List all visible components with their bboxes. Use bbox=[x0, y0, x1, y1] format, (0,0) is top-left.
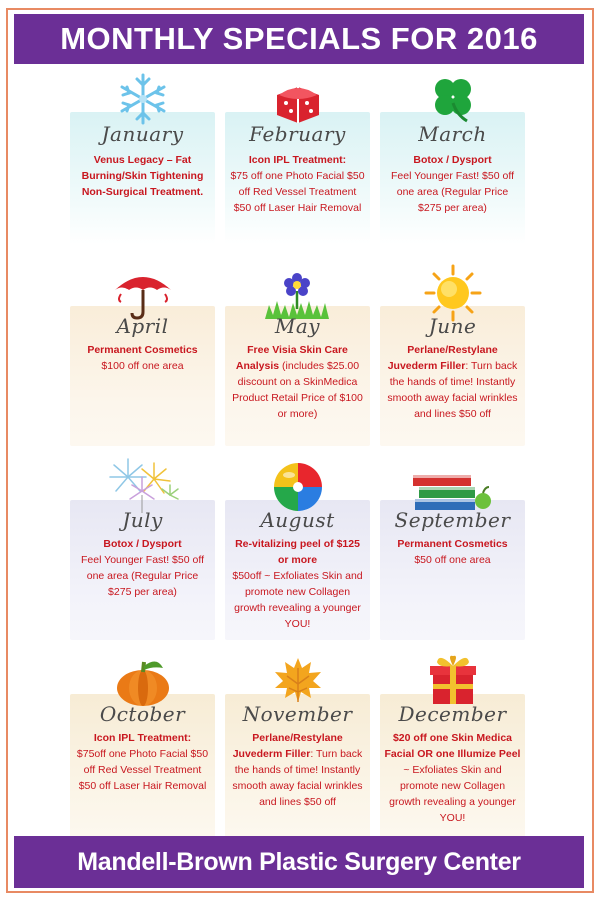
month-card-june bbox=[380, 258, 525, 446]
gift-box-icon bbox=[425, 650, 481, 708]
special-text bbox=[74, 342, 211, 374]
special-text bbox=[74, 536, 211, 600]
special-body: Feel Younger Fast! $50 off one area (Regular Price $275 per area) bbox=[81, 554, 204, 598]
pumpkin-icon bbox=[113, 654, 173, 708]
special-text bbox=[229, 536, 366, 632]
special-heading: Botox / Dysport bbox=[103, 538, 182, 550]
special-heading: Free Visia Skin Care Analysis bbox=[235, 344, 348, 372]
month-title: August bbox=[260, 508, 335, 532]
snowflake-icon bbox=[115, 71, 171, 127]
month-title: November bbox=[242, 702, 353, 726]
special-text bbox=[74, 152, 211, 200]
month-title: February bbox=[249, 122, 346, 146]
month-title: March bbox=[418, 122, 487, 146]
specials-grid bbox=[70, 68, 524, 830]
special-text bbox=[229, 152, 366, 216]
autumn-leaf-icon bbox=[271, 654, 325, 708]
special-body: $75off one Photo Facial $50 off Red Vessel Treatment $50 off Laser Hair Removal bbox=[76, 748, 209, 792]
special-body: $100 off one area bbox=[101, 360, 184, 372]
special-text bbox=[229, 342, 366, 422]
special-text bbox=[384, 152, 521, 216]
month-title: April bbox=[116, 314, 169, 338]
beach-ball-icon bbox=[270, 459, 326, 515]
special-heading: Permanent Cosmetics bbox=[87, 344, 198, 356]
special-heading: Icon IPL Treatment: bbox=[248, 154, 347, 166]
special-body: (includes $25.00 discount on a SkinMedica Product Retail Price of $100 or more) bbox=[232, 360, 363, 420]
month-card-may bbox=[225, 258, 370, 446]
special-heading: Perlane/Restylane Juvederm Filler bbox=[387, 344, 498, 372]
page-title: MONTHLY SPECIALS FOR 2016 bbox=[14, 14, 584, 64]
month-card-december bbox=[380, 646, 525, 834]
special-heading: Venus Legacy – Fat Burning/Skin Tightening Non-Surgical Treatment. bbox=[81, 154, 204, 198]
month-title: July bbox=[122, 508, 163, 532]
month-card-august bbox=[225, 452, 370, 640]
month-card-january bbox=[70, 68, 215, 252]
special-body: $75 off one Photo Facial $50 off Red Vessel Treatment $50 off Laser Hair Removal bbox=[230, 170, 365, 214]
month-card-october bbox=[70, 646, 215, 834]
fireworks-icon bbox=[104, 455, 182, 515]
special-text bbox=[384, 536, 521, 568]
special-heading: Perlane/Restylane Juvederm Filler bbox=[232, 732, 343, 760]
month-title: June bbox=[428, 314, 477, 338]
special-body: : Turn back the hands of time! Instantly smooth away facial wrinkles and lines $50 off bbox=[232, 748, 363, 808]
special-text bbox=[229, 730, 366, 810]
month-title: September bbox=[394, 508, 511, 532]
month-card-april bbox=[70, 258, 215, 446]
month-card-july bbox=[70, 452, 215, 640]
special-heading: Re-vitalizing peel of $125 or more bbox=[235, 538, 360, 566]
special-body: $50 off one area bbox=[414, 554, 491, 566]
special-text bbox=[384, 342, 521, 422]
special-heading: Icon IPL Treatment: bbox=[93, 732, 192, 744]
gift-heart-icon bbox=[267, 73, 329, 125]
special-body: Feel Younger Fast! $50 off one area (Regular Price $275 per area) bbox=[391, 170, 514, 214]
special-body: ~ Exfoliates Skin and promote new Collagen growth revealing a younger YOU! bbox=[389, 764, 516, 824]
special-body: $50off ~ Exfoliates Skin and promote new Collagen growth revealing a younger YOU! bbox=[232, 570, 363, 630]
special-heading: $20 off one Skin Medica Facial OR one Illumize Peel bbox=[384, 732, 521, 760]
month-card-november bbox=[225, 646, 370, 834]
special-heading: Permanent Cosmetics bbox=[397, 538, 508, 550]
month-title: December bbox=[398, 702, 507, 726]
special-heading: Botox / Dysport bbox=[413, 154, 492, 166]
month-card-february bbox=[225, 68, 370, 252]
month-card-march bbox=[380, 68, 525, 252]
month-title: October bbox=[99, 702, 186, 726]
month-card-september bbox=[380, 452, 525, 640]
special-text bbox=[74, 730, 211, 794]
month-title: May bbox=[274, 314, 321, 338]
books-apple-icon bbox=[411, 465, 495, 513]
footer-title: Mandell-Brown Plastic Surgery Center bbox=[14, 836, 584, 888]
special-body: : Turn back the hands of time! Instantly smooth away facial wrinkles and lines $50 off bbox=[387, 360, 518, 420]
clover-icon bbox=[427, 73, 479, 125]
special-text bbox=[384, 730, 521, 826]
month-title: January bbox=[101, 122, 184, 146]
